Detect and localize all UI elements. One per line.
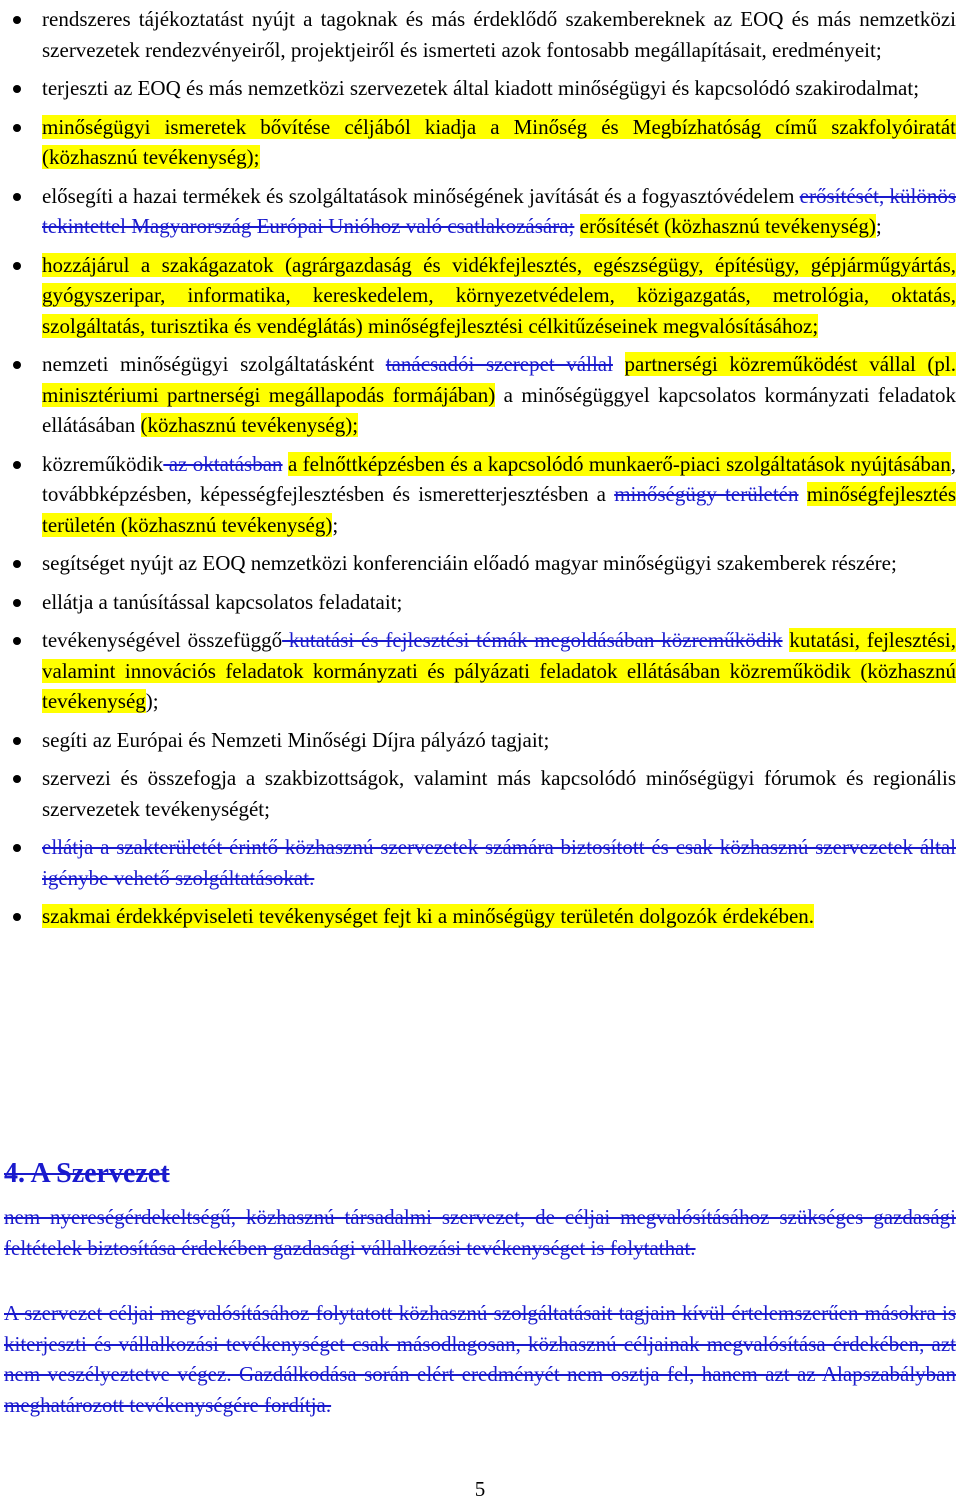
list-item [0, 587, 960, 618]
bullet-icon [13, 361, 21, 369]
section-heading: 4. A Szervezet [4, 1158, 170, 1189]
list-item [0, 181, 960, 242]
list-item-text: nemzeti minőségügyi szolgáltatásként [42, 352, 386, 376]
list-item-text: , továbbképzésben, képességfejlesztésben és ismeretterjesztésben a [42, 451, 956, 506]
highlighted-text: kutatási, fejlesztési, valamint innovációs feladatok kormányzati és pályázati feladatok ellátásában közreműködik (közhasznú tevékenység [42, 628, 956, 713]
highlighted-text: (közhasznú tevékenység); [140, 413, 359, 437]
bullet-icon [13, 193, 21, 201]
list-item-text: segíti az Európai és Nemzeti Minőségi Díjra pályázó tagjait; [42, 727, 550, 752]
list-item-text: terjeszti az EOQ és más nemzetközi szervezetek által kiadott minőségügyi és kapcsolódó szakirodalmat; [42, 76, 920, 100]
highlighted-text: szakmai érdekképviseleti tevékenységet fejt ki a minőségügy területén dolgozók érdekében. [42, 904, 815, 928]
list-item [0, 4, 960, 65]
list-item-text: rendszeres tájékoztatást nyújt a tagoknak és más érdeklődő szakembereknek az EOQ és más nemzetközi szervezetek rendezvényeiről, projektjeiről és ismerteti azok fontosabb megállapításait, eredményeit; [42, 7, 956, 62]
section-paragraph-2: A szervezet céljai megvalósításához folytatott közhasznú szolgáltatásait tagjain kívül értelemszerűen másokra is kiterjeszti és vállalkozási tevékenységet csak másodlagosan, közhasznú céljainak megvalósítása érdekében, azt nem veszélyeztetve végez. Gazdálkodása során elért eredményét nem osztja fel, hanem azt az Alapszabályban meghatározott tevékenységére fordítja. [4, 1301, 956, 1417]
list-item-text [799, 482, 807, 506]
deleted-text: kutatási és fejlesztési témák megoldásában közreműködik [282, 628, 783, 652]
bullet-icon [13, 461, 21, 469]
list-item-text [574, 214, 579, 238]
highlighted-text: erősítését (közhasznú tevékenység) [579, 214, 876, 238]
list-item [0, 832, 960, 893]
highlighted-text: a felnőttképzésben és a kapcsolódó munkaerő-piaci szolgáltatások nyújtásában [287, 451, 951, 476]
list-item [0, 112, 960, 173]
list-item-text: ellátja a tanúsítással kapcsolatos feladatait; [42, 589, 403, 614]
bullet-icon [13, 599, 21, 607]
list-item [0, 725, 960, 756]
list-item-text: a minőségüggyel kapcsolatos kormányzati feladatok ellátásában [42, 382, 956, 437]
bullet-icon [13, 637, 21, 645]
highlighted-text: hozzájárul a szakágazatok (agrárgazdaság és vidékfejlesztés, egészségügy, építésügy, gépjárműgyártás, gyógyszeripar, informatika, kereskedelem, környezetvédelem, közigazgatás, metrológia, oktatás, szolgáltatás, turisztika és vendéglátás) minőségfejlesztési célkitűzéseinek megvalósításához; [42, 252, 956, 338]
list-item [0, 449, 960, 541]
list-item [0, 73, 960, 104]
bullet-icon [13, 16, 21, 24]
deleted-text: tanácsadói szerepet vállal [385, 352, 613, 376]
bullet-icon [13, 85, 21, 93]
list-item [0, 548, 960, 579]
list-item-text [613, 352, 625, 376]
list-item-text: ; [332, 512, 339, 537]
list-item-text: szervezi és összefogja a szakbizottságok, valamint más kapcsolódó minőségügyi fórumok és regionális szervezetek tevékenységét; [42, 766, 956, 821]
list-item [0, 349, 960, 441]
section-paragraph-1: nem nyereségérdekeltségű, közhasznú társadalmi szervezet, de céljai megvalósításához szükséges gazdasági feltételek biztosítása érdekében gazdasági vállalkozási tevékenységet is folytathat. [4, 1205, 956, 1260]
bullet-icon [13, 913, 21, 921]
list-item [0, 763, 960, 824]
list-item-text: ); [145, 689, 159, 713]
bullet-icon [13, 560, 21, 568]
highlighted-text: minőségfejlesztés területén (közhasznú tevékenység) [42, 482, 957, 537]
list-item [0, 901, 960, 932]
objectives-list [0, 4, 960, 940]
highlighted-text: partnerségi közreműködést vállal (pl. minisztériumi partnerségi megállapodás formájában) [42, 352, 956, 407]
list-item-text: ; [875, 214, 882, 238]
deleted-text: ellátja a szakterületét érintő közhasznú szervezetek számára biztosított és csak közhasznú szervezetek által igénybe vehető szolgáltatásokat. [42, 835, 956, 890]
deleted-text: az oktatásban [163, 451, 283, 476]
bullet-icon [13, 775, 21, 783]
list-item [0, 625, 960, 717]
list-item [0, 250, 960, 342]
bullet-icon [13, 262, 21, 270]
deleted-text: erősítését, különös tekintettel Magyarország Európai Unióhoz való csatlakozására; [42, 183, 957, 238]
list-item-text: elősegíti a hazai termékek és szolgáltatások minőségének javítását és a fogyasztóvédelem [42, 183, 800, 208]
list-item-text: közreműködik [42, 451, 164, 476]
bullet-icon [13, 124, 21, 132]
list-item-text: segítséget nyújt az EOQ nemzetközi konferenciáin előadó magyar minőségügyi szakemberek részére; [42, 551, 897, 575]
bullet-icon [13, 844, 21, 852]
page-number: 5 [474, 1477, 486, 1501]
deleted-text: minőségügy területén [614, 482, 799, 506]
list-item-text: tevékenységével összefüggő [42, 628, 283, 652]
highlighted-text: minőségügyi ismeretek bővítése céljából kiadja a Minőség és Megbízhatóság című szakfolyóiratát (közhasznú tevékenység); [42, 114, 956, 169]
bullet-icon [13, 737, 21, 745]
